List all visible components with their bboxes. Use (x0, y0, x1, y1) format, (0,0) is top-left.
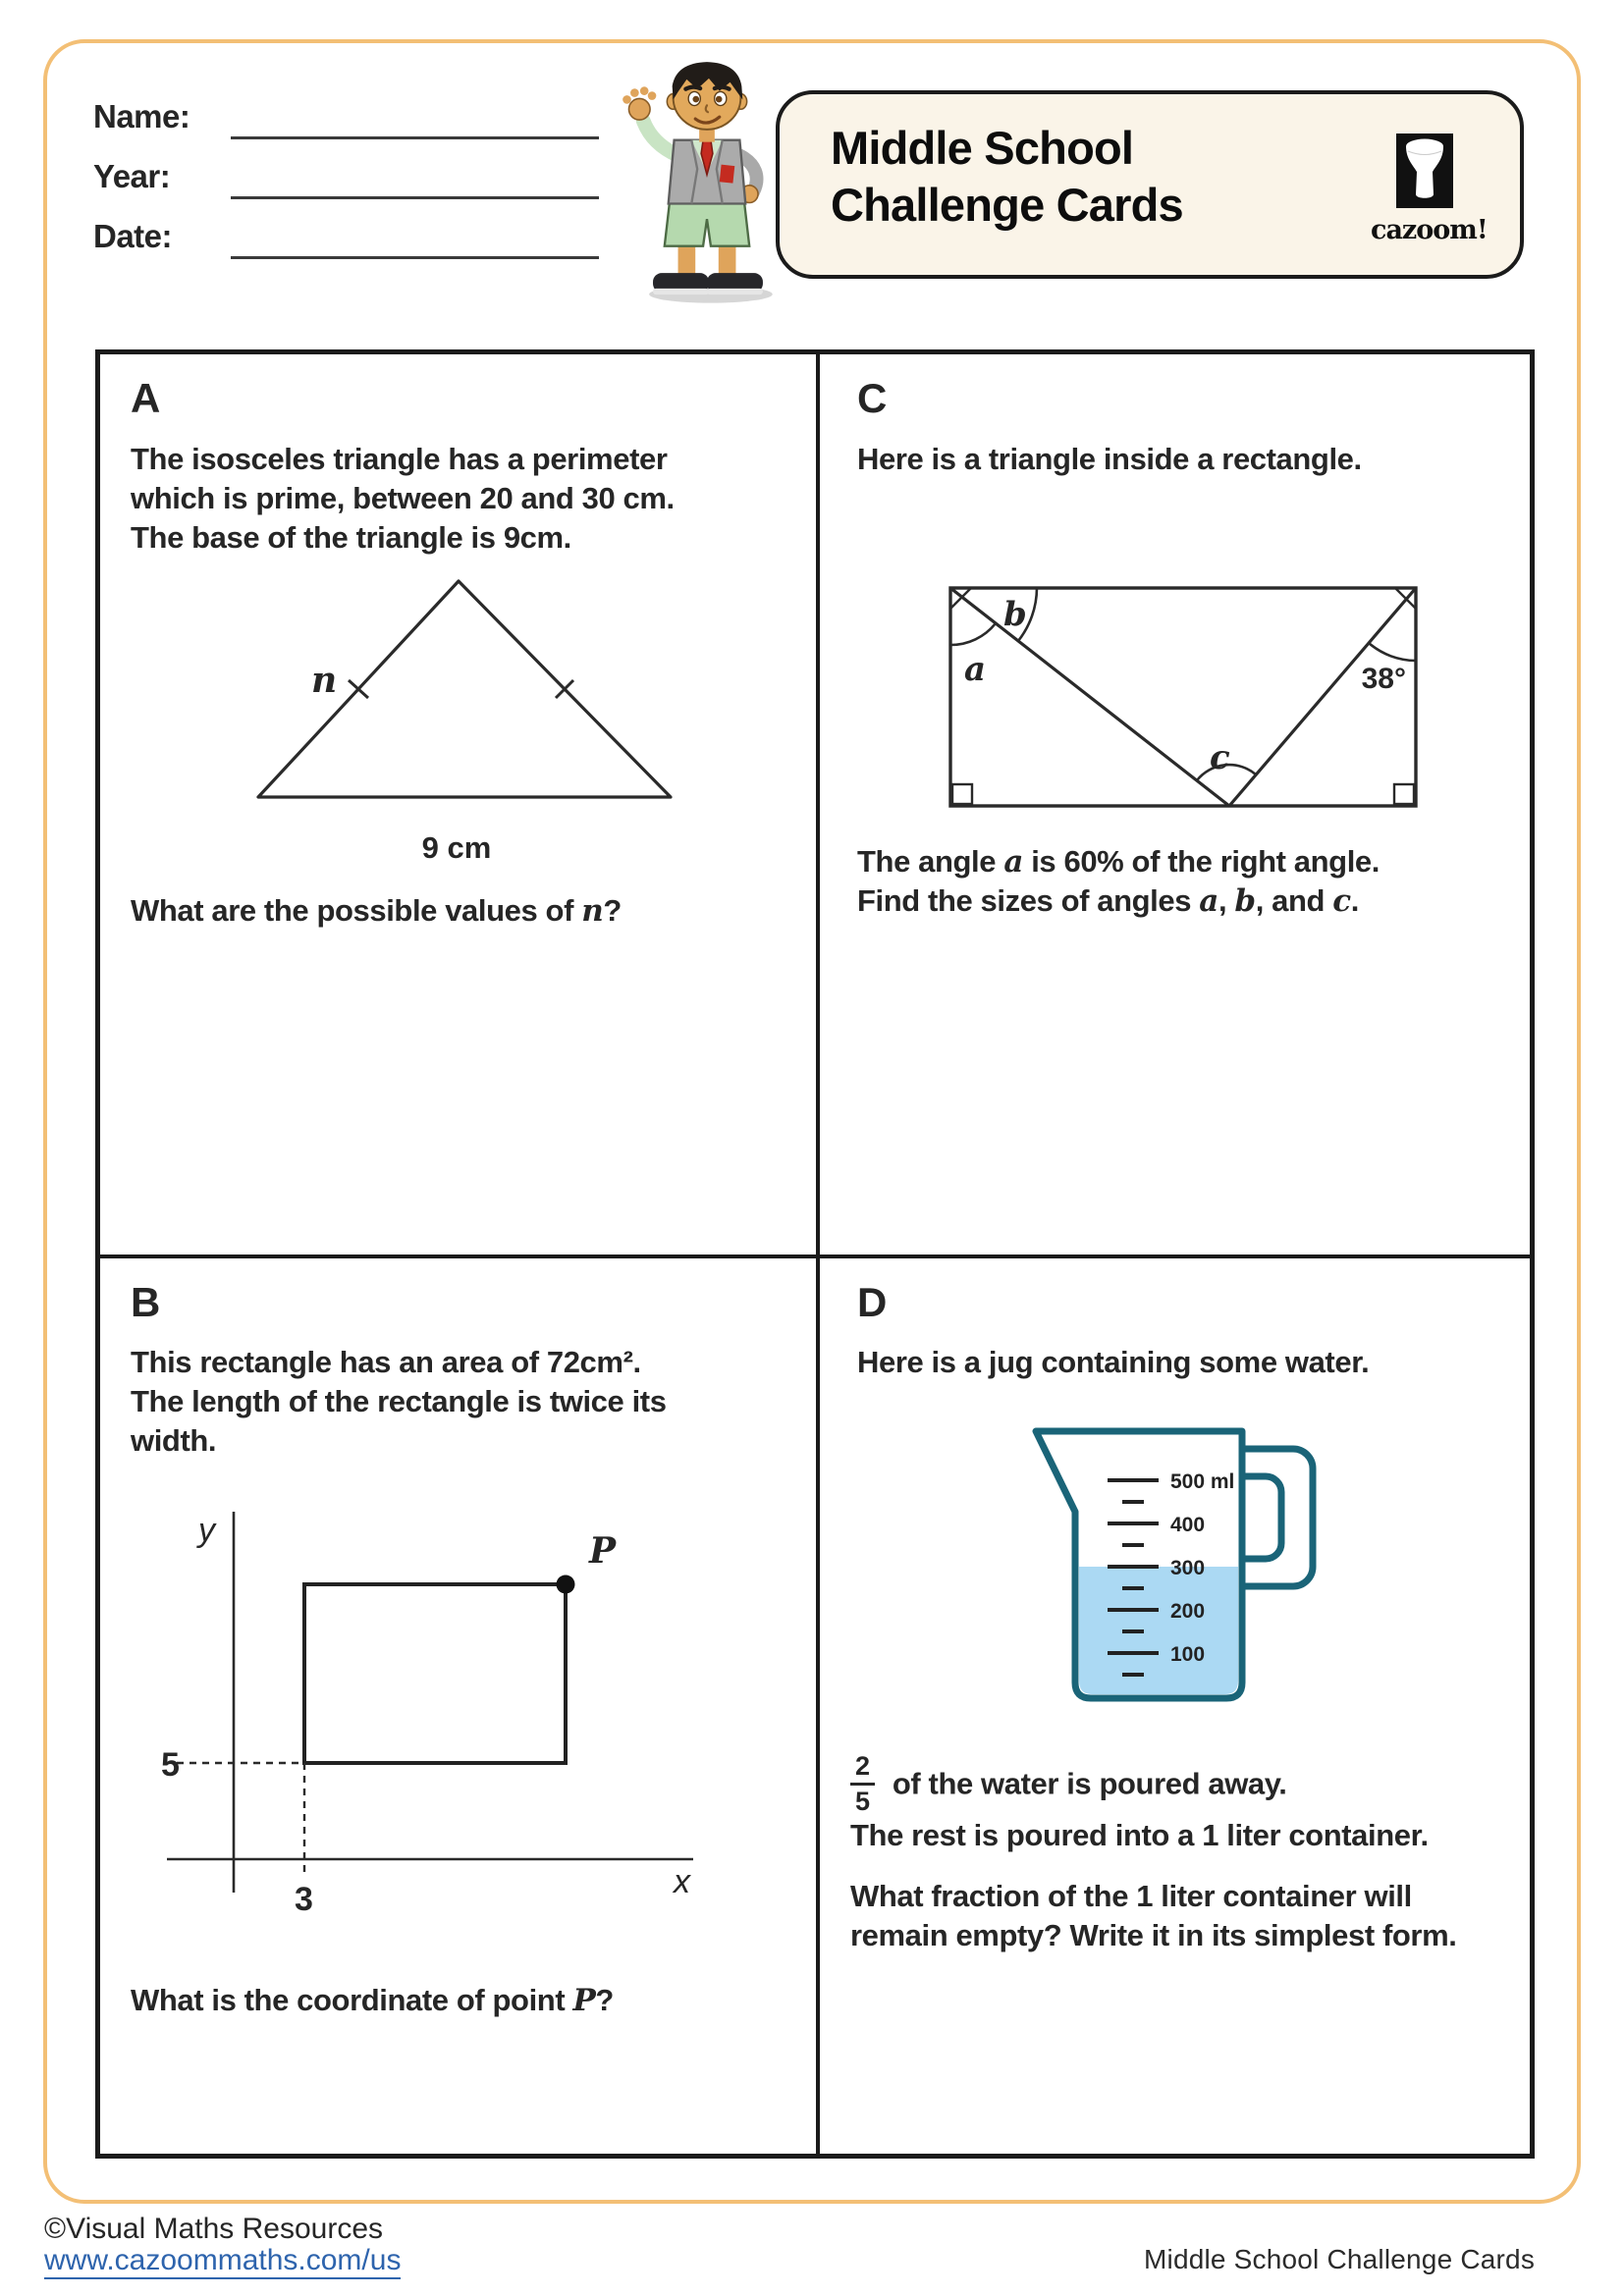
triangle-side-label: n (311, 660, 338, 701)
card-b-question-var: P (572, 1983, 596, 2018)
card-c-q1-pre: The angle (857, 844, 1004, 879)
date-label: Date: (93, 218, 173, 254)
card-a-statement (131, 440, 675, 558)
card-d-sentence2: The rest is poured into a 1 liter container. (850, 1818, 1429, 1852)
point-p-label: P (589, 1530, 617, 1572)
angle-a-label: a (964, 650, 987, 689)
fraction-numerator: 2 (850, 1753, 875, 1786)
card-a-line3: The base of the triangle is 9cm. (131, 520, 571, 555)
card-d-jug-diagram (1021, 1412, 1345, 1716)
card-c-q2-sep2: , and (1255, 883, 1333, 918)
card-c-question-line1 (857, 842, 1380, 881)
card-d-intro: Here is a jug containing some water. (857, 1345, 1370, 1379)
jug-label-300: 300 (1170, 1557, 1206, 1579)
card-b-statement (131, 1343, 667, 1461)
angle-b-label: b (1003, 595, 1027, 634)
card-b-line3: width. (131, 1423, 217, 1458)
angle-c-label: c (1210, 738, 1230, 777)
name-label: Name: (93, 98, 190, 134)
worksheet-title (831, 120, 1183, 234)
card-a-triangle-diagram (231, 569, 682, 815)
angle-38-label: 38° (1361, 663, 1406, 695)
card-a-letter: A (131, 375, 161, 421)
jug-label-200: 200 (1170, 1600, 1206, 1623)
card-b-question-mark: ? (595, 1983, 614, 2017)
footer-copyright: ©Visual Maths Resources (44, 2213, 384, 2245)
y-tick-5: 5 (161, 1746, 180, 1784)
cazoom-wordmark: cazoom! (1371, 215, 1488, 245)
card-c-q2-sep1: , (1218, 883, 1235, 918)
card-a-question (131, 891, 622, 931)
card-d-question (850, 1877, 1456, 1955)
triangle-base-label: 9 cm (421, 830, 492, 865)
card-c-q2-c: c (1332, 883, 1351, 919)
name-write-line (231, 136, 599, 139)
title-line-1: Middle School (831, 122, 1134, 174)
point-p-dot (557, 1575, 575, 1594)
card-c-q2-a: a (1199, 883, 1218, 919)
cazoom-logo (1371, 133, 1488, 245)
card-b-coordinate-diagram (147, 1500, 707, 1932)
card-a-question-text: What are the possible values of (131, 893, 582, 928)
card-b-letter: B (131, 1279, 161, 1325)
card-a-line1: The isosceles triangle has a perimeter (131, 442, 668, 476)
card-c-rectangle-diagram (943, 582, 1424, 813)
card-c-letter: C (857, 375, 888, 421)
x-tick-3: 3 (295, 1881, 313, 1918)
fraction-denominator: 5 (855, 1787, 870, 1816)
card-b-line2: The length of the rectangle is twice its (131, 1384, 667, 1418)
card-a-question-mark: ? (603, 893, 622, 928)
year-write-line (231, 196, 599, 199)
year-label: Year: (93, 158, 171, 194)
jug-label-500: 500 ml (1170, 1470, 1235, 1493)
card-c-intro: Here is a triangle inside a rectangle. (857, 442, 1362, 476)
card-c-question-line2 (857, 881, 1380, 921)
card-c-q2-pre: Find the sizes of angles (857, 883, 1200, 918)
footer-url-link[interactable]: www.cazoommaths.com/us (44, 2244, 401, 2279)
card-b-line1: This rectangle has an area of 72cm². (131, 1345, 641, 1379)
x-axis-label: x (674, 1863, 690, 1900)
card-c-q2-post: . (1350, 883, 1359, 918)
title-box (776, 90, 1524, 279)
footer-title: Middle School Challenge Cards (1144, 2244, 1536, 2274)
grid-horizontal-divider (100, 1255, 1530, 1258)
card-c-q1-var: a (1003, 844, 1023, 880)
card-a-line2: which is prime, between 20 and 30 cm. (131, 481, 675, 515)
card-c-question (857, 842, 1380, 921)
card-c-q1-post: is 60% of the right angle. (1023, 844, 1380, 879)
card-d-question-line1: What fraction of the 1 liter container will (850, 1879, 1412, 1913)
jug-label-100: 100 (1170, 1643, 1206, 1666)
jug-water (1079, 1567, 1238, 1694)
card-c-q2-b: b (1234, 883, 1256, 919)
y-axis-label: y (198, 1512, 215, 1549)
card-b-question-text: What is the coordinate of point (131, 1983, 573, 2017)
card-d-sentence1 (850, 1751, 1287, 1817)
jug-label-400: 400 (1170, 1514, 1206, 1536)
card-b-question (131, 1981, 614, 2020)
card-d-question-line2: remain empty? Write it in its simplest form. (850, 1918, 1457, 1952)
card-a-question-var: n (581, 893, 604, 929)
date-write-line (231, 256, 599, 259)
card-d-letter: D (857, 1279, 888, 1325)
fraction-two-fifths (850, 1753, 875, 1815)
card-d-sentence1-text: of the water is poured away. (892, 1766, 1287, 1801)
cazoom-drum-icon (1396, 133, 1453, 208)
title-line-2: Challenge Cards (831, 179, 1183, 231)
